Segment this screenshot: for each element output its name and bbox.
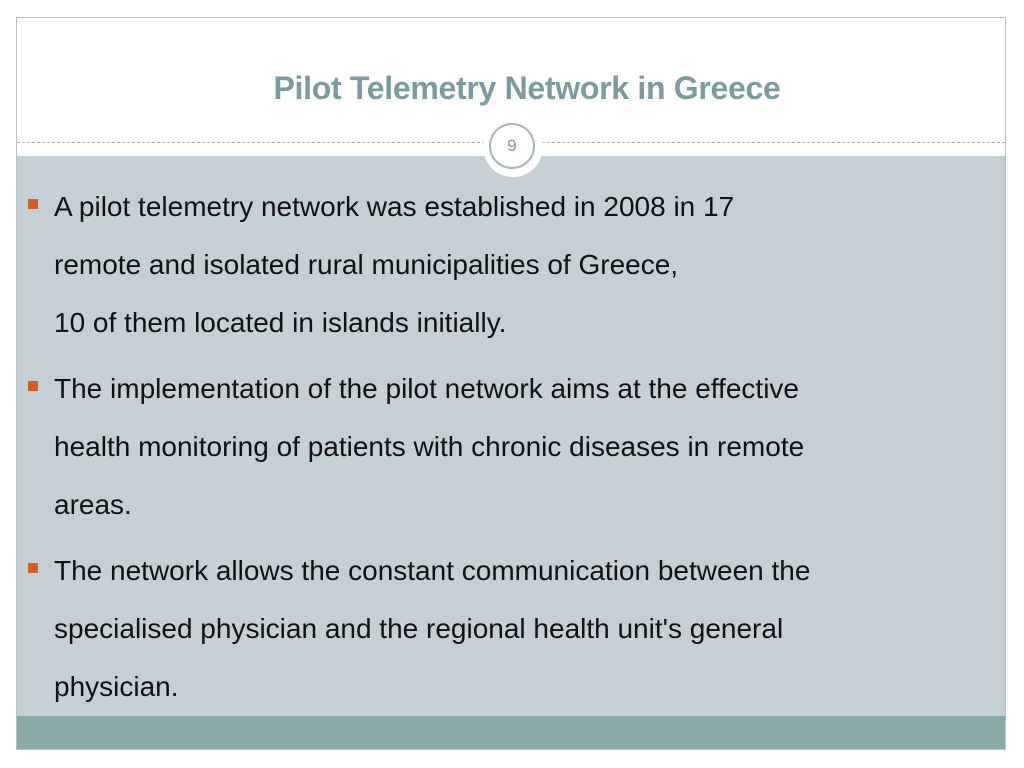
bullet-text: The implementation of the pilot network aims at the effective health monitoring of patients with chronic diseases in remote areas. xyxy=(54,373,805,520)
slide-title: Pilot Telemetry Network in Greece xyxy=(273,70,781,106)
slide xyxy=(16,17,1006,750)
bullet-item xyxy=(17,360,1005,534)
square-bullet-icon xyxy=(28,199,38,209)
slide-number: 9 xyxy=(489,123,535,169)
bullet-item xyxy=(17,542,1005,716)
content-panel xyxy=(17,156,1005,716)
bullet-text: A pilot telemetry network was established in 2008 in 17 remote and isolated rural municipalities of Greece, 10 of them located in islands initially. xyxy=(54,191,735,338)
bullet-item xyxy=(17,178,1005,352)
footer-bar xyxy=(17,716,1005,749)
bullet-list xyxy=(17,178,1005,724)
square-bullet-icon xyxy=(28,563,38,573)
bullet-text: The network allows the constant communication between the specialised physician and the regional health unit's general physician. xyxy=(54,555,811,702)
square-bullet-icon xyxy=(28,381,38,391)
